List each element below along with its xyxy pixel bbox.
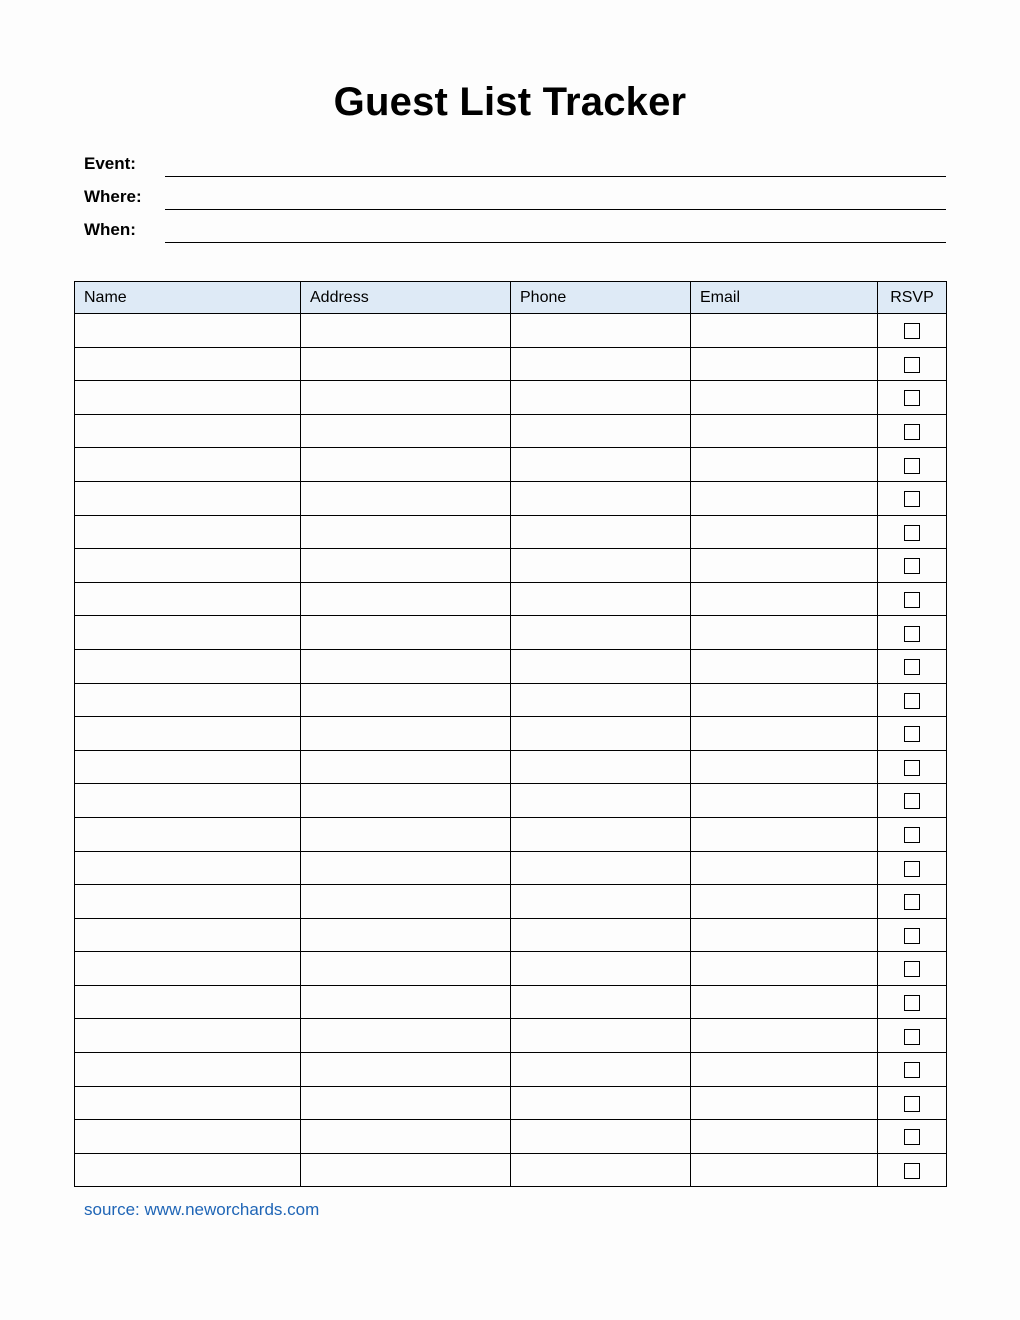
table-row (75, 985, 947, 1019)
rsvp-cell (878, 347, 947, 381)
email-cell[interactable] (691, 985, 878, 1019)
phone-cell[interactable] (511, 649, 691, 683)
address-cell[interactable] (301, 885, 511, 919)
table-row (75, 481, 947, 515)
address-cell[interactable] (301, 1086, 511, 1120)
rsvp-checkbox[interactable] (904, 1096, 920, 1112)
rsvp-cell (878, 549, 947, 583)
table-row (75, 1153, 947, 1187)
rsvp-checkbox[interactable] (904, 626, 920, 642)
address-cell[interactable] (301, 1120, 511, 1154)
source-link[interactable]: source: www.neworchards.com (84, 1200, 320, 1219)
rsvp-checkbox[interactable] (904, 424, 920, 440)
name-cell[interactable] (75, 1053, 301, 1087)
rsvp-cell (878, 851, 947, 885)
name-cell[interactable] (75, 582, 301, 616)
table-row (75, 649, 947, 683)
email-cell[interactable] (691, 1086, 878, 1120)
rsvp-cell (878, 1153, 947, 1187)
email-cell[interactable] (691, 1120, 878, 1154)
rsvp-cell (878, 1019, 947, 1053)
rsvp-cell (878, 784, 947, 818)
address-cell[interactable] (301, 952, 511, 986)
table-row (75, 851, 947, 885)
rsvp-checkbox[interactable] (904, 827, 920, 843)
table-row (75, 549, 947, 583)
rsvp-checkbox[interactable] (904, 961, 920, 977)
when-field (84, 219, 946, 243)
email-cell[interactable] (691, 683, 878, 717)
event-label: Event: (84, 154, 136, 173)
table-row (75, 717, 947, 751)
address-cell[interactable] (301, 1153, 511, 1187)
rsvp-cell (878, 750, 947, 784)
table-row (75, 1086, 947, 1120)
phone-cell[interactable] (511, 616, 691, 650)
phone-cell[interactable] (511, 414, 691, 448)
page-title: Guest List Tracker (333, 80, 687, 124)
name-cell[interactable] (75, 381, 301, 415)
name-cell[interactable] (75, 314, 301, 348)
email-cell[interactable] (691, 918, 878, 952)
table-row (75, 750, 947, 784)
table-row (75, 1120, 947, 1154)
rsvp-checkbox[interactable] (904, 323, 920, 339)
name-cell[interactable] (75, 616, 301, 650)
name-cell[interactable] (75, 851, 301, 885)
table-row (75, 582, 947, 616)
table-row (75, 347, 947, 381)
name-cell[interactable] (75, 985, 301, 1019)
table-row (75, 683, 947, 717)
name-cell[interactable] (75, 1153, 301, 1187)
email-cell[interactable] (691, 885, 878, 919)
address-cell[interactable] (301, 515, 511, 549)
email-cell[interactable] (691, 314, 878, 348)
phone-cell[interactable] (511, 448, 691, 482)
rsvp-checkbox[interactable] (904, 693, 920, 709)
phone-cell[interactable] (511, 1053, 691, 1087)
name-cell[interactable] (75, 784, 301, 818)
rsvp-cell (878, 481, 947, 515)
phone-cell[interactable] (511, 918, 691, 952)
name-cell[interactable] (75, 515, 301, 549)
where-field (84, 186, 946, 210)
rsvp-cell (878, 985, 947, 1019)
email-cell[interactable] (691, 448, 878, 482)
email-cell[interactable] (691, 952, 878, 986)
name-cell[interactable] (75, 952, 301, 986)
address-cell[interactable] (301, 717, 511, 751)
phone-cell[interactable] (511, 952, 691, 986)
when-label: When: (84, 220, 136, 239)
table-row (75, 817, 947, 851)
phone-cell[interactable] (511, 750, 691, 784)
phone-cell[interactable] (511, 1120, 691, 1154)
email-cell[interactable] (691, 515, 878, 549)
address-cell[interactable] (301, 414, 511, 448)
rsvp-cell (878, 817, 947, 851)
address-cell[interactable] (301, 683, 511, 717)
table-row (75, 1019, 947, 1053)
rsvp-checkbox[interactable] (904, 928, 920, 944)
where-line[interactable] (165, 209, 946, 210)
phone-cell[interactable] (511, 314, 691, 348)
name-cell[interactable] (75, 1086, 301, 1120)
name-cell[interactable] (75, 414, 301, 448)
rsvp-checkbox[interactable] (904, 1163, 920, 1179)
rsvp-cell (878, 885, 947, 919)
rsvp-checkbox[interactable] (904, 793, 920, 809)
address-cell[interactable] (301, 918, 511, 952)
name-cell[interactable] (75, 481, 301, 515)
email-cell[interactable] (691, 750, 878, 784)
phone-cell[interactable] (511, 1019, 691, 1053)
rsvp-cell (878, 582, 947, 616)
header-name: Name (75, 282, 301, 314)
address-cell[interactable] (301, 582, 511, 616)
table-row (75, 515, 947, 549)
email-cell[interactable] (691, 851, 878, 885)
table-row (75, 414, 947, 448)
rsvp-cell (878, 448, 947, 482)
name-cell[interactable] (75, 885, 301, 919)
name-cell[interactable] (75, 683, 301, 717)
phone-cell[interactable] (511, 347, 691, 381)
email-cell[interactable] (691, 1053, 878, 1087)
header-rsvp: RSVP (878, 282, 947, 314)
phone-cell[interactable] (511, 851, 691, 885)
rsvp-cell (878, 1053, 947, 1087)
email-cell[interactable] (691, 649, 878, 683)
rsvp-cell (878, 717, 947, 751)
table-row (75, 616, 947, 650)
rsvp-checkbox[interactable] (904, 659, 920, 675)
event-line[interactable] (165, 176, 946, 177)
name-cell[interactable] (75, 750, 301, 784)
guest-rows (75, 314, 947, 1187)
rsvp-checkbox[interactable] (904, 458, 920, 474)
address-cell[interactable] (301, 851, 511, 885)
rsvp-cell (878, 1086, 947, 1120)
table-header-row (75, 282, 947, 314)
event-field (84, 153, 946, 177)
rsvp-checkbox[interactable] (904, 726, 920, 742)
header-address: Address (301, 282, 511, 314)
table-row (75, 952, 947, 986)
phone-cell[interactable] (511, 784, 691, 818)
email-cell[interactable] (691, 481, 878, 515)
name-cell[interactable] (75, 1120, 301, 1154)
email-cell[interactable] (691, 784, 878, 818)
address-cell[interactable] (301, 985, 511, 1019)
table-row (75, 784, 947, 818)
email-cell[interactable] (691, 549, 878, 583)
table-row (75, 885, 947, 919)
address-cell[interactable] (301, 448, 511, 482)
name-cell[interactable] (75, 347, 301, 381)
rsvp-checkbox[interactable] (904, 558, 920, 574)
rsvp-checkbox[interactable] (904, 592, 920, 608)
when-line[interactable] (165, 242, 946, 243)
phone-cell[interactable] (511, 381, 691, 415)
rsvp-checkbox[interactable] (904, 894, 920, 910)
where-label: Where: (84, 187, 142, 206)
address-cell[interactable] (301, 347, 511, 381)
rsvp-checkbox[interactable] (904, 357, 920, 373)
rsvp-cell (878, 381, 947, 415)
phone-cell[interactable] (511, 817, 691, 851)
address-cell[interactable] (301, 817, 511, 851)
email-cell[interactable] (691, 582, 878, 616)
email-cell[interactable] (691, 1019, 878, 1053)
phone-cell[interactable] (511, 549, 691, 583)
phone-cell[interactable] (511, 582, 691, 616)
rsvp-cell (878, 649, 947, 683)
rsvp-cell (878, 616, 947, 650)
email-cell[interactable] (691, 347, 878, 381)
email-cell[interactable] (691, 717, 878, 751)
address-cell[interactable] (301, 784, 511, 818)
name-cell[interactable] (75, 918, 301, 952)
rsvp-cell (878, 515, 947, 549)
phone-cell[interactable] (511, 481, 691, 515)
rsvp-checkbox[interactable] (904, 491, 920, 507)
rsvp-cell (878, 918, 947, 952)
rsvp-cell (878, 683, 947, 717)
name-cell[interactable] (75, 1019, 301, 1053)
rsvp-checkbox[interactable] (904, 1129, 920, 1145)
header-email: Email (691, 282, 878, 314)
address-cell[interactable] (301, 549, 511, 583)
table-row (75, 314, 947, 348)
header-phone: Phone (511, 282, 691, 314)
phone-cell[interactable] (511, 985, 691, 1019)
phone-cell[interactable] (511, 885, 691, 919)
address-cell[interactable] (301, 649, 511, 683)
email-cell[interactable] (691, 414, 878, 448)
address-cell[interactable] (301, 314, 511, 348)
phone-cell[interactable] (511, 1086, 691, 1120)
rsvp-checkbox[interactable] (904, 1029, 920, 1045)
email-cell[interactable] (691, 817, 878, 851)
table-row (75, 1053, 947, 1087)
table-row (75, 381, 947, 415)
rsvp-checkbox[interactable] (904, 760, 920, 776)
rsvp-checkbox[interactable] (904, 1062, 920, 1078)
address-cell[interactable] (301, 1053, 511, 1087)
phone-cell[interactable] (511, 683, 691, 717)
name-cell[interactable] (75, 717, 301, 751)
email-cell[interactable] (691, 381, 878, 415)
table-row (75, 918, 947, 952)
address-cell[interactable] (301, 616, 511, 650)
name-cell[interactable] (75, 649, 301, 683)
email-cell[interactable] (691, 1153, 878, 1187)
rsvp-checkbox[interactable] (904, 390, 920, 406)
phone-cell[interactable] (511, 515, 691, 549)
phone-cell[interactable] (511, 1153, 691, 1187)
address-cell[interactable] (301, 381, 511, 415)
rsvp-cell (878, 314, 947, 348)
rsvp-checkbox[interactable] (904, 525, 920, 541)
address-cell[interactable] (301, 1019, 511, 1053)
address-cell[interactable] (301, 750, 511, 784)
address-cell[interactable] (301, 481, 511, 515)
rsvp-cell (878, 1120, 947, 1154)
rsvp-cell (878, 414, 947, 448)
email-cell[interactable] (691, 616, 878, 650)
rsvp-checkbox[interactable] (904, 861, 920, 877)
rsvp-checkbox[interactable] (904, 995, 920, 1011)
rsvp-cell (878, 952, 947, 986)
name-cell[interactable] (75, 448, 301, 482)
phone-cell[interactable] (511, 717, 691, 751)
guest-table (74, 281, 947, 1187)
name-cell[interactable] (75, 549, 301, 583)
table-row (75, 448, 947, 482)
name-cell[interactable] (75, 817, 301, 851)
